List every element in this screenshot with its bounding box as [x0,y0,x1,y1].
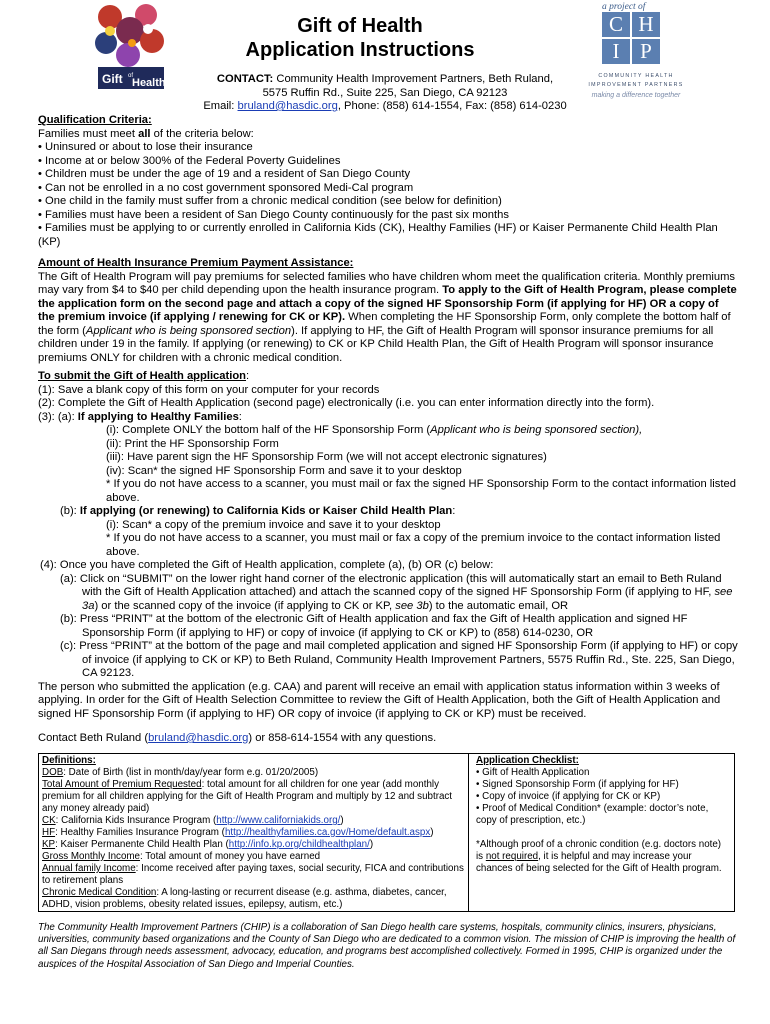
step-3a-note: * If you do not have access to a scanner, you must mail or fax the signed HF Sponsorship Form to the contact information listed above. [106,478,736,504]
step-3a [38,411,738,425]
premium-text-2: When completing the HF Sponsorship Form, only complete the bottom half of the form ( [38,311,731,337]
checklist-note-pre: *Although proof of a chronic condition (e.g. doctors note) is [476,839,722,862]
contact-label: CONTACT: [216,73,274,85]
criteria-item: • Families must have been a resident of San Diego County continuously for the past six months [38,208,509,221]
definition-hf [42,827,465,839]
step-4: (4): Once you have completed the Gift of Health application, complete (a), (b) OR (c) below: [40,559,494,571]
criteria-item: • Uninsured or about to lose their insurance [38,141,253,153]
step-4a-italic-2: see 3b [395,599,429,612]
qualification-heading: Qualification Criteria: [38,114,152,126]
step-3a-i-pre: (i): Complete ONLY the bottom half of the HF Sponsorship Form ( [106,424,431,436]
step-4a-italic-1: see 3a [82,586,733,612]
closing-paragraph: The person who submitted the application (e.g. CAA) and parent will receive an email with application status information within 3 weeks of applying. In order for the Gift of Health Selection Committee to review the Gift of Health Application, both the Gift of Health Application and signed HF Sponsorship Form (if applying to HF) OR copy of invoice (if applying to CK or KP) must be received. [38,680,721,720]
step-3a-pre: (3): (a): [38,410,78,423]
chip-name-line2: IMPROVEMENT PARTNERS [588,82,684,88]
chip-name-line1: COMMUNITY HEALTH [598,73,674,79]
definition-text: : A long-lasting or recurrent disease (e.g. asthma, diabetes, cancer, ADHD, vision problems, obesity related issues, epilepsy, autism, etc.) [42,887,447,910]
contact-line3: , Phone: (858) 614-1554, Fax: (858) 614-0230 [337,100,567,112]
premium-text-bold: To apply to the Gift of Health Program, please complete the application form on the second page and attach a copy of the signed HF Sponsorship Form (if applying for HF) OR a copy of the premium invoice (if applying / renewing for CK or KP). [38,284,737,323]
definitions-panel [39,754,469,911]
gift-of-health-logo [92,3,170,91]
definition-term: Total Amount of Premium Requested [42,779,202,790]
chip-letter-h: H [632,12,660,37]
criteria-item: • Income at or below 300% of the Federal Poverty Guidelines [38,154,341,167]
submit-heading: To submit the Gift of Health application [38,370,247,382]
checklist-note-post: , it is helpful and may increase your chances of being selected for the Gift of Health program. [476,851,722,874]
definition-text: : Total amount of money you have earned [140,851,321,862]
chip-project-of: a project of [602,2,646,12]
definition-text: : total amount for all children for one year (add monthly premium for all children applying for the Gift of Health Program and multiply by 12 and subtract any money already paid) [42,779,453,814]
contact-line1: Community Health Improvement Partners, Beth Ruland, [273,73,554,85]
premium-section [38,257,738,365]
criteria-item: • Children must be under the age of 19 and a resident of San Diego County [38,168,411,180]
definition-term: Gross Monthly Income [42,851,141,862]
definition-text: : Kaiser Permanente Child Health Plan ( [55,839,229,850]
definition-term: KP [42,839,56,850]
definition-term: Chronic Medical Condition [42,887,157,898]
step-3a-i-italic: Applicant who is being sponsored section), [430,424,643,436]
qualification-intro-post: of the criteria below: [150,127,254,140]
logo-text-health: Health [132,77,166,89]
step-3b [38,505,738,519]
definitions-checklist-box [38,753,735,912]
chip-logo [586,2,686,106]
criteria-item: • Families must be applying to or currently enrolled in California Kids (CK), Healthy Families (HF) or Kaiser Permanente Child Health Plan (KP) [38,222,718,248]
chip-name [586,72,686,90]
title-line2: Application Instructions [245,39,475,61]
definition-text: : Income received after paying taxes, social security, FICA and contributions to retirement plans [42,863,464,886]
ck-link[interactable]: http://www.californiakids.org/ [216,815,341,826]
step-4b: (b): Press “PRINT” at the bottom of the electronic Gift of Health application and fax the Gift of Health application and signed HF Sponsorship Form (if applying to HF) or copy of invoice (if applying to CK or KP) to (858) 614-0230, OR [60,613,688,639]
premium-text-italic: Applicant who is being sponsored section [85,324,292,337]
page-title [200,14,520,62]
chip-letter-grid [602,12,660,64]
step-3a-post: : [238,410,242,423]
definition-kp [42,839,465,851]
step-4c: (c): Press “PRINT” at the bottom of the page and mail completed application and signed HF Sponsorship Form (if applying to HF) or copy of invoice (if applying to CK or KP) to Beth Ruland, Community Health Improvement Partners, 5575 Ruffin Rd., Ste. 225, San Diego, CA 92123. [60,640,738,679]
step-4a-post: ) to the automatic email, OR [428,599,569,612]
step-1: (1): Save a blank copy of this form on your computer for your records [38,383,380,396]
premium-text-1: The Gift of Health Program will pay premiums for selected families who have children whom meet the qualification criteria. Monthly premiums may vary from $4 to $40 per child depending upon the health insurance program. [38,270,736,296]
definition-term: HF [42,827,56,838]
definition-close: ) [340,815,344,826]
chip-slogan: making a difference together [591,92,681,99]
footer-mission: The Community Health Improvement Partners (CHIP) is a collaboration of San Diego health care systems, hospitals, community clinics, insurers, physicians, universities, community based organizations and the County of San Diego who are dedicated to a common vision. The mission of CHIP is improving the health of all San Diegans through needs assessment, advocacy, education, and programs best accomplished collectively. Formed in 1995, CHIP is organized under the auspices of the Hospital Association of San Diego and Imperial Counties. [38,922,736,970]
checklist-item: • Signed Sponsorship Form (if applying for HF) [476,779,679,790]
checklist-note-underlined: not required [485,851,539,862]
chip-letter-c: C [602,12,630,37]
logo-text-gift: Gift [102,72,123,86]
definition-total-premium [42,779,465,815]
premium-heading: Amount of Health Insurance Premium Payment Assistance: [38,257,354,269]
checklist-item: • Copy of invoice (if applying for CK or KP) [476,791,661,802]
step-3b-post: : [452,505,456,517]
step-3a-bold: If applying to Healthy Families [77,410,239,423]
contact-line2: 5575 Ruffin Rd., Suite 225, San Diego, CA 92123 [262,86,508,99]
definition-close: ) [369,839,374,850]
title-line1: Gift of Health [297,15,423,37]
contact-questions-post: ) or 858-614-1554 with any questions. [248,732,437,744]
step-3a-i [38,424,738,438]
checklist-heading: Application Checklist: [476,755,579,766]
chip-letter-i: I [602,39,630,64]
step-4a-pre: (a): Click on “SUBMIT” on the lower right hand corner of the electronic application (this will automatically start an email to Beth Ruland with the Gift of Health Application attached) and attach the scanned copy of the signed HF Sponsorship Form (if applying to HF, [60,572,722,598]
checklist-note [476,839,728,875]
logo-text-of: of [128,73,134,79]
contact-questions-pre: Contact Beth Ruland ( [38,732,149,744]
step-4a [38,573,738,614]
checklist-panel [471,754,733,911]
premium-paragraph [38,271,738,366]
step-2: (2): Complete the Gift of Health Application (second page) electronically (i.e. you can enter information directly into the form). [38,397,655,409]
step-3b-bold: If applying (or renewing) to California Kids or Kaiser Child Health Plan [79,505,453,517]
definition-dob [42,767,465,779]
definition-annual-income [42,863,465,887]
email-link[interactable]: bruland@hasdic.org [237,100,338,112]
submit-heading-colon: : [246,370,250,382]
step-4a-mid: ) or the scanned copy of the invoice (if applying to CK or KP, [94,599,396,612]
definition-term: DOB [42,767,64,778]
criteria-item: • One child in the family must suffer from a chronic medical condition (see below for definition) [38,195,502,207]
checklist-item: • Gift of Health Application [476,767,590,778]
definition-chronic [42,887,465,911]
step-3a-iii: (iii): Have parent sign the HF Sponsorship Form (we will not accept electronic signatures) [106,451,547,463]
qualification-intro-bold: all [138,127,151,140]
definition-text: : Healthy Families Insurance Program ( [55,827,225,838]
contact-questions-email[interactable]: bruland@hasdic.org [148,732,249,744]
definition-term: Annual family Income [42,863,136,874]
definition-close: ) [430,827,434,838]
submit-section [38,370,738,746]
definition-text: : California Kids Insurance Program ( [55,815,217,826]
criteria-item: • Can not be enrolled in a no cost government sponsored Medi-Cal program [38,181,414,194]
definitions-heading: Definitions: [42,755,96,766]
chip-letter-p: P [632,39,660,64]
hf-link[interactable]: http://healthyfamilies.ca.gov/Home/default.aspx [224,827,431,838]
step-3a-ii: (ii): Print the HF Sponsorship Form [106,437,279,450]
step-3b-i: (i): Scan* a copy of the premium invoice and save it to your desktop [106,518,441,531]
qualification-intro-pre: Families must meet [38,127,139,140]
premium-text-3: ). If applying to HF, the Gift of Health Program will sponsor insurance premiums for all children under 19 in the family. If applying (or renewing) to CK or KP Child Health Plan, the Gift of Health Program will sponsor insurance premiums ONLY for children with a chronic medical condition. [38,324,714,364]
definition-text: : Date of Birth (list in month/day/year form e.g. 01/20/2005) [63,767,319,778]
contact-block [175,73,595,114]
step-3a-iv: (iv): Scan* the signed HF Sponsorship Form and save it to your desktop [106,464,462,477]
contact-questions [38,732,738,746]
checklist-item: • Proof of Medical Condition* (example: doctor’s note, copy of prescription, etc.) [476,803,709,826]
email-label: Email: [203,100,238,112]
step-3b-pre: (b): [60,505,80,517]
step-3b-note: * If you do not have access to a scanner, you must mail or fax a copy of the premium invoice to the contact information listed above. [106,532,721,558]
kp-link[interactable]: http://info.kp.org/childhealthplan/ [228,839,370,850]
definition-term: CK [42,815,56,826]
definition-ck [42,815,465,827]
qualification-section [38,114,738,249]
definition-gross-income [42,851,465,863]
